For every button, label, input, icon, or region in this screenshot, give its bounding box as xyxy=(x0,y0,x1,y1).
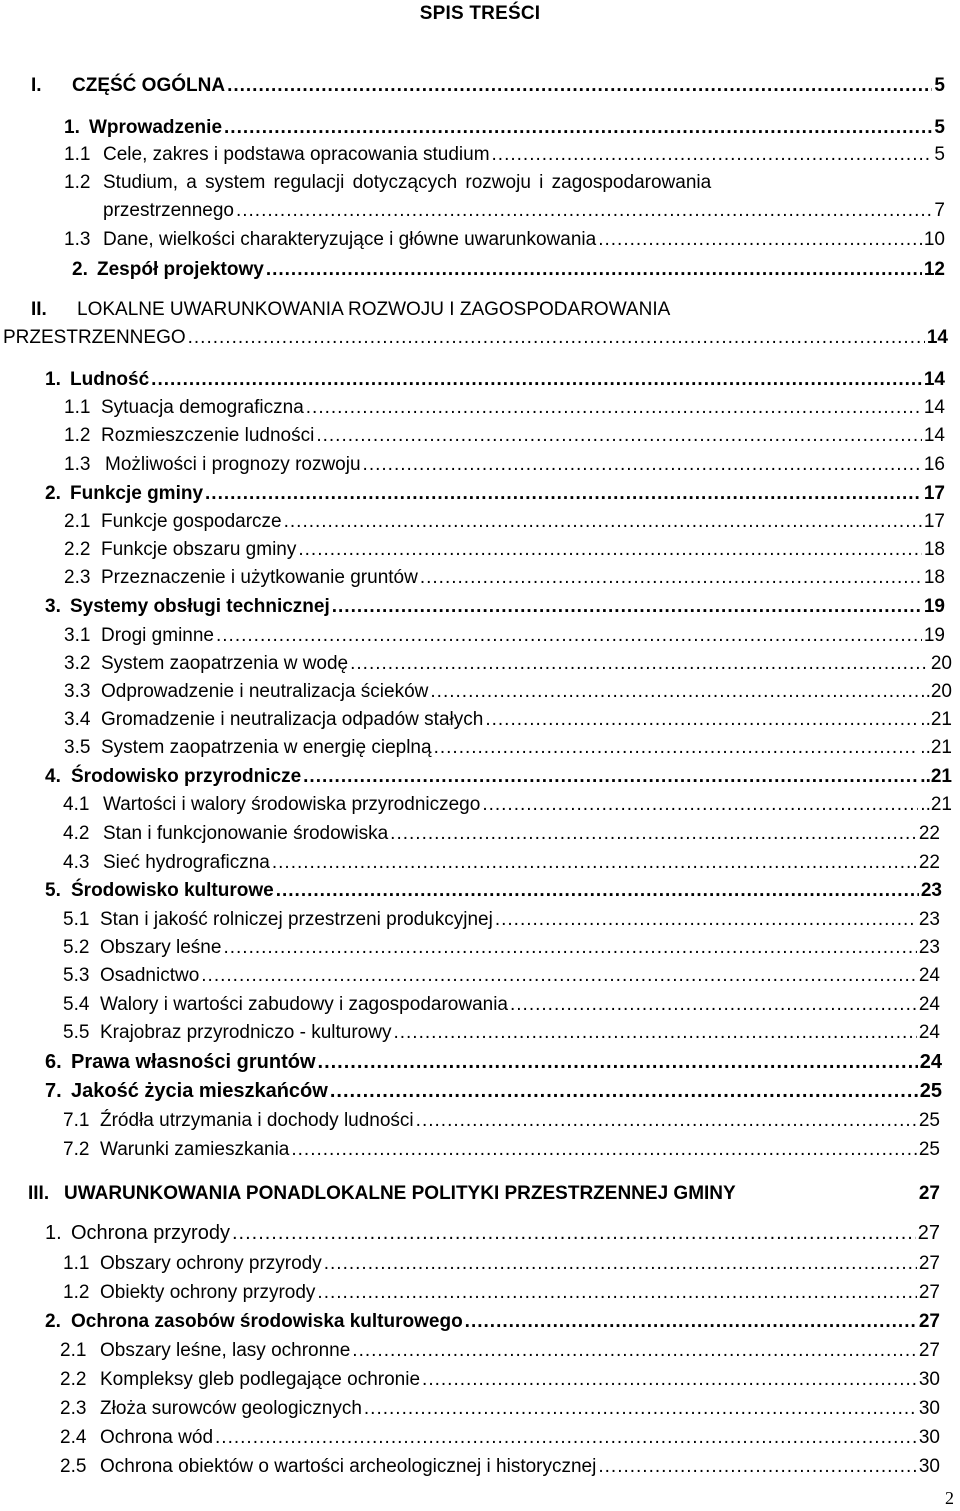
toc-entry[interactable] xyxy=(64,227,945,253)
toc-entry[interactable] xyxy=(63,850,940,876)
toc-leader xyxy=(205,481,922,507)
toc-leader xyxy=(188,325,925,351)
toc-label: CZĘŚĆ OGÓLNA xyxy=(72,75,226,96)
toc-label: Stan i funkcjonowanie środowiska xyxy=(103,823,389,844)
toc-page: 23 xyxy=(918,909,940,930)
toc-entry[interactable] xyxy=(45,1078,942,1104)
toc-leader xyxy=(266,257,922,283)
toc-number: 2.5 xyxy=(60,1456,87,1477)
toc-entry[interactable] xyxy=(63,1280,940,1306)
toc-entry[interactable] xyxy=(64,142,945,168)
toc-page: 20 xyxy=(930,653,952,674)
toc-number: 4.2 xyxy=(63,823,90,844)
toc-label: LOKALNE UWARUNKOWANIA ROZWOJU I ZAGOSPODAROWANIA xyxy=(77,299,671,320)
toc-entry[interactable] xyxy=(3,325,948,351)
toc-number: 5.5 xyxy=(63,1022,90,1043)
toc-leader xyxy=(215,1425,917,1451)
toc-leader xyxy=(416,1108,917,1134)
toc-label: Cele, zakres i podstawa opracowania studium xyxy=(103,144,490,165)
toc-number: 1.2 xyxy=(64,425,91,446)
toc-number: 3.1 xyxy=(64,625,91,646)
toc-label: Ochrona zasobów środowiska kulturowego xyxy=(71,1311,463,1332)
toc-number: 7.2 xyxy=(63,1139,90,1160)
toc-leader xyxy=(332,594,922,620)
toc-page: 25 xyxy=(918,1110,940,1131)
toc-entry[interactable] xyxy=(60,1454,940,1480)
toc-entry[interactable] xyxy=(28,1181,940,1207)
toc-entry[interactable] xyxy=(64,735,952,761)
toc-leader xyxy=(236,198,932,224)
toc-page: 23 xyxy=(918,937,940,958)
toc-entry[interactable] xyxy=(64,651,952,677)
toc-number: 3. xyxy=(45,596,61,617)
toc-page: 24 xyxy=(918,1022,940,1043)
toc-leader xyxy=(224,115,932,141)
toc-page: 14 xyxy=(923,425,945,446)
toc-leader xyxy=(434,735,919,761)
toc-label: System zaopatrzenia w energię cieplną xyxy=(101,737,432,758)
toc-number: 5.4 xyxy=(63,994,90,1015)
toc-entry[interactable] xyxy=(63,1137,940,1163)
toc-page: 12 xyxy=(923,259,945,280)
toc-entry[interactable] xyxy=(45,367,945,393)
toc-number: 2.4 xyxy=(60,1427,87,1448)
toc-entry[interactable] xyxy=(64,679,952,705)
toc-number: 1.2 xyxy=(63,1282,90,1303)
toc-leader xyxy=(298,537,921,563)
toc-page: 27 xyxy=(918,1311,940,1332)
toc-number: 4.3 xyxy=(63,852,90,873)
toc-number: 5.2 xyxy=(63,937,90,958)
toc-label: Krajobraz przyrodniczo - kulturowy xyxy=(100,1022,392,1043)
toc-leader xyxy=(317,1280,916,1306)
toc-leader xyxy=(303,764,918,790)
toc-leader xyxy=(422,1367,917,1393)
toc-entry[interactable] xyxy=(60,1425,940,1451)
toc-entry[interactable] xyxy=(45,1220,940,1246)
toc-entry[interactable] xyxy=(63,907,940,933)
toc-leader xyxy=(352,1338,917,1364)
toc-label: System zaopatrzenia w wodę xyxy=(101,653,349,674)
toc-label: Obszary leśne, lasy ochronne xyxy=(100,1340,351,1361)
toc-label: Sytuacja demograficzna xyxy=(101,397,304,418)
toc-page: 19 xyxy=(923,625,945,646)
toc-number: II. xyxy=(31,299,47,320)
toc-page: 27 xyxy=(918,1183,940,1204)
toc-entry[interactable] xyxy=(64,509,945,535)
toc-entry[interactable] xyxy=(63,821,940,847)
toc-entry[interactable] xyxy=(64,623,945,649)
toc-number: 2.1 xyxy=(60,1340,87,1361)
toc-page: 5 xyxy=(934,117,945,138)
toc-entry[interactable] xyxy=(64,452,945,478)
toc-leader xyxy=(364,1396,917,1422)
toc-leader xyxy=(232,1220,916,1246)
toc-label: Funkcje obszaru gminy xyxy=(101,539,297,560)
toc-page: ..20 xyxy=(920,681,952,702)
toc-page: ..21 xyxy=(920,794,952,815)
toc-entry[interactable] xyxy=(45,878,942,904)
toc-page: 25 xyxy=(918,1139,940,1160)
toc-number: 3.5 xyxy=(64,737,91,758)
toc-leader xyxy=(598,227,922,253)
toc-number: 4. xyxy=(45,766,61,787)
toc-page: 7 xyxy=(934,200,945,221)
toc-number: 1.1 xyxy=(64,144,91,165)
toc-label: Ochrona wód xyxy=(100,1427,214,1448)
toc-number: 2. xyxy=(72,259,88,280)
toc-number: III. xyxy=(28,1183,50,1204)
toc-entry[interactable] xyxy=(63,1108,940,1134)
toc-leader xyxy=(598,1454,917,1480)
toc-page: 30 xyxy=(918,1427,940,1448)
toc-page: 25 xyxy=(919,1080,942,1102)
toc-number: 1. xyxy=(45,369,61,390)
toc-entry[interactable] xyxy=(64,565,945,591)
toc-leader xyxy=(430,679,918,705)
toc-page: 24 xyxy=(918,994,940,1015)
toc-number: 1. xyxy=(45,1222,62,1244)
toc-label: Prawa własności gruntów xyxy=(71,1051,316,1073)
toc-leader xyxy=(227,73,932,99)
toc-label: Źródła utrzymania i dochody ludności xyxy=(100,1110,414,1131)
toc-label: Osadnictwo xyxy=(100,965,200,986)
toc-leader xyxy=(272,850,917,876)
toc-entry[interactable] xyxy=(45,1309,940,1335)
toc-number: 5. xyxy=(45,880,61,901)
toc-number: 3.4 xyxy=(64,709,91,730)
toc-page: 14 xyxy=(923,369,945,390)
toc-label: Obszary leśne xyxy=(100,937,222,958)
toc-page: 22 xyxy=(918,852,940,873)
toc-entry[interactable] xyxy=(72,257,945,283)
toc-number: 1. xyxy=(64,117,80,138)
toc-page: 19 xyxy=(923,596,945,617)
toc-page: ..21 xyxy=(920,709,952,730)
toc-label: Funkcje gospodarcze xyxy=(101,511,282,532)
toc-number: 2.3 xyxy=(60,1398,87,1419)
toc-entry[interactable] xyxy=(31,297,670,323)
toc-label: Ochrona przyrody xyxy=(71,1222,230,1244)
toc-page: 17 xyxy=(923,483,945,504)
toc-leader xyxy=(482,792,918,818)
toc-number: 5.1 xyxy=(63,909,90,930)
toc-label: Rozmieszczenie ludności xyxy=(101,425,315,446)
toc-label: Możliwości i prognozy rozwoju xyxy=(105,454,361,475)
toc-page: 24 xyxy=(918,965,940,986)
toc-page: 27 xyxy=(918,1340,940,1361)
toc-label: Funkcje gminy xyxy=(70,483,204,504)
toc-page: 30 xyxy=(918,1369,940,1390)
toc-leader xyxy=(201,963,917,989)
toc-label: Wprowadzenie xyxy=(89,117,223,138)
toc-label: Złoża surowców geologicznych xyxy=(100,1398,362,1419)
toc-number: 6. xyxy=(45,1051,62,1073)
toc-label: Sieć hydrograficzna xyxy=(103,852,270,873)
toc-label: Systemy obsługi technicznej xyxy=(70,596,330,617)
page-number: 2 xyxy=(945,1488,954,1508)
toc-leader xyxy=(465,1309,917,1335)
toc-leader xyxy=(510,992,917,1018)
toc-entry[interactable] xyxy=(45,764,952,790)
toc-entry[interactable] xyxy=(31,73,945,99)
toc-leader xyxy=(151,367,922,393)
toc-number: I. xyxy=(31,75,42,96)
toc-number: 4.1 xyxy=(63,794,90,815)
toc-entry[interactable] xyxy=(60,1367,940,1393)
toc-number: 7.1 xyxy=(63,1110,90,1131)
toc-page: 18 xyxy=(923,567,945,588)
toc-number: 7. xyxy=(45,1080,62,1102)
toc-entry[interactable] xyxy=(60,1338,940,1364)
toc-number: 1.2 xyxy=(64,172,91,193)
toc-leader xyxy=(318,1049,918,1075)
toc-entry[interactable] xyxy=(103,198,945,224)
toc-number: 1.1 xyxy=(64,397,91,418)
toc-leader xyxy=(363,452,922,478)
toc-page: 27 xyxy=(918,1282,940,1303)
toc-entry[interactable] xyxy=(45,481,945,507)
toc-label: Przeznaczenie i użytkowanie gruntów xyxy=(101,567,418,588)
toc-entry[interactable] xyxy=(64,707,952,733)
toc-number: 2.1 xyxy=(64,511,91,532)
toc-leader xyxy=(492,142,933,168)
toc-leader xyxy=(284,509,922,535)
toc-page: 27 xyxy=(918,1253,940,1274)
toc-label: PRZESTRZENNEGO xyxy=(3,327,186,348)
toc-leader xyxy=(393,1020,916,1046)
toc-leader xyxy=(350,651,929,677)
toc-page: 17 xyxy=(923,511,945,532)
toc-page: 24 xyxy=(919,1051,942,1073)
toc-page: 14 xyxy=(926,327,948,348)
toc-label: przestrzennego xyxy=(103,200,234,221)
toc-number: 3.2 xyxy=(64,653,91,674)
toc-entry[interactable] xyxy=(63,1020,940,1046)
toc-number: 1.1 xyxy=(63,1253,90,1274)
toc-number: 2. xyxy=(45,1311,61,1332)
toc-page: 16 xyxy=(923,454,945,475)
toc-entry[interactable] xyxy=(64,170,711,196)
toc-entry[interactable] xyxy=(64,423,945,449)
toc-entry[interactable] xyxy=(64,537,945,563)
toc-number: 2.2 xyxy=(60,1369,87,1390)
toc-label: Studium, a system regulacji dotyczących rozwoju i zagospodarowania xyxy=(103,172,712,193)
toc-label: Jakość życia mieszkańców xyxy=(71,1080,328,1102)
toc-page: 30 xyxy=(918,1398,940,1419)
toc-entry[interactable] xyxy=(63,992,940,1018)
toc-leader xyxy=(306,395,922,421)
toc-number: 3.3 xyxy=(64,681,91,702)
toc-entry[interactable] xyxy=(63,1251,940,1277)
toc-leader xyxy=(276,878,919,904)
toc-leader xyxy=(485,707,918,733)
toc-leader xyxy=(216,623,922,649)
toc-label: Wartości i walory środowiska przyrodniczego xyxy=(103,794,481,815)
toc-leader xyxy=(324,1251,917,1277)
toc-page: ..21 xyxy=(920,766,952,787)
toc-number: 2.2 xyxy=(64,539,91,560)
toc-label: Ludność xyxy=(70,369,150,390)
toc-leader xyxy=(223,935,916,961)
toc-entry[interactable] xyxy=(63,792,952,818)
toc-number: 2. xyxy=(45,483,61,504)
toc-label: UWARUNKOWANIA PONADLOKALNE POLITYKI PRZESTRZENNEJ GMINY xyxy=(64,1183,736,1204)
toc-leader xyxy=(420,565,922,591)
toc-leader xyxy=(316,423,922,449)
toc-label: Odprowadzenie i neutralizacja ścieków xyxy=(101,681,429,702)
toc-entry[interactable] xyxy=(63,963,940,989)
toc-label: Kompleksy gleb podlegające ochronie xyxy=(100,1369,421,1390)
toc-label: Stan i jakość rolniczej przestrzeni produkcyjnej xyxy=(100,909,493,930)
toc-number: 5.3 xyxy=(63,965,90,986)
toc-page: 10 xyxy=(923,229,945,250)
toc-label: Gromadzenie i neutralizacja odpadów stałych xyxy=(101,709,484,730)
toc-label: Dane, wielkości charakteryzujące i główne uwarunkowania xyxy=(103,229,597,250)
toc-label: Warunki zamieszkania xyxy=(100,1139,290,1160)
toc-entry[interactable] xyxy=(64,115,945,141)
toc-label: Walory i wartości zabudowy i zagospodarowania xyxy=(100,994,508,1015)
toc-page: 27 xyxy=(917,1222,940,1244)
toc-leader xyxy=(495,907,917,933)
toc-entry[interactable] xyxy=(45,1049,942,1075)
toc-label: Ochrona obiektów o wartości archeologicznej i historycznej xyxy=(100,1456,597,1477)
toc-page: ..21 xyxy=(920,737,952,758)
toc-entry[interactable] xyxy=(63,935,940,961)
toc-label: Drogi gminne xyxy=(101,625,214,646)
toc-number: 1.3 xyxy=(64,454,91,475)
toc-page: 18 xyxy=(923,539,945,560)
toc-leader xyxy=(390,821,917,847)
toc-label: Środowisko kulturowe xyxy=(71,880,274,901)
toc-number: 2.3 xyxy=(64,567,91,588)
toc-label: Obiekty ochrony przyrody xyxy=(100,1282,316,1303)
toc-leader xyxy=(291,1137,916,1163)
toc-page: 14 xyxy=(923,397,945,418)
page-title: SPIS TREŚCI xyxy=(419,3,541,24)
toc-page: 22 xyxy=(918,823,940,844)
toc-page: 30 xyxy=(918,1456,940,1477)
toc-entry[interactable] xyxy=(64,395,945,421)
toc-entry[interactable] xyxy=(60,1396,940,1422)
toc-entry[interactable] xyxy=(45,594,945,620)
toc-label: Obszary ochrony przyrody xyxy=(100,1253,322,1274)
toc-number: 1.3 xyxy=(64,229,91,250)
toc-page: 5 xyxy=(934,75,945,96)
toc-page: 23 xyxy=(920,880,942,901)
toc-page: 5 xyxy=(934,144,945,165)
toc-label: Środowisko przyrodnicze xyxy=(71,766,302,787)
toc-leader xyxy=(330,1078,918,1104)
toc-label: Zespół projektowy xyxy=(97,259,264,280)
